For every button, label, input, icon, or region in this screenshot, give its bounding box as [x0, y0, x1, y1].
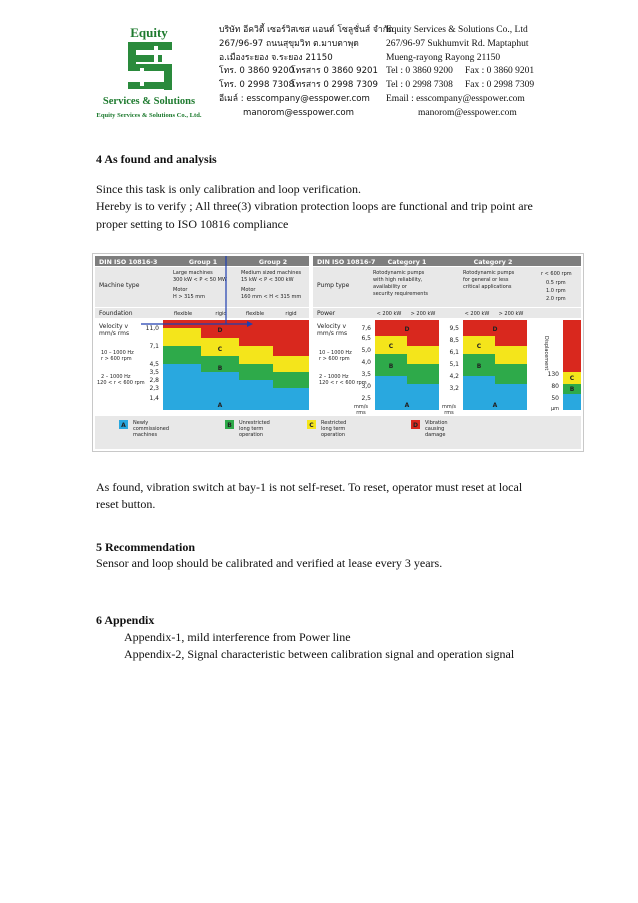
- right-freq-2b: 120 < r < 600 rpm: [319, 380, 367, 386]
- group-2-desc-2: 15 kW < P < 300 kW: [241, 277, 294, 283]
- legend-a-1: Newly: [133, 420, 149, 426]
- legend-d-letter: D: [413, 422, 418, 429]
- legend-d-1: Vibration: [425, 420, 448, 426]
- cat2-power-high: > 200 kW: [498, 311, 524, 317]
- left-val-2-3: 2,3: [149, 385, 159, 392]
- cat1-unit-2: rms: [356, 410, 366, 416]
- right-freq-2a: 2 – 1000 Hz: [319, 374, 349, 380]
- cat1-val-5-0: 5,0: [361, 347, 371, 354]
- thai-address-block: [219, 24, 393, 121]
- cat2-val-9-5: 9,5: [449, 325, 459, 332]
- disp-unit: µm: [550, 406, 559, 412]
- legend: [95, 416, 581, 449]
- displacement-label: Displacement: [543, 336, 549, 371]
- right-velocity-label: Velocity v: [317, 323, 346, 330]
- left-velocity-unit: mm/s rms: [99, 330, 130, 337]
- logo-bottom-text: Equity Services & Solutions Co., Ltd.: [96, 112, 202, 119]
- left-zone-c: C: [217, 346, 223, 353]
- section-4-paragraph: [96, 181, 596, 233]
- as-found-line-2: reset button.: [96, 497, 156, 512]
- eng-company-name: Equity Services & Solutions Co., Ltd: [386, 25, 528, 35]
- rpm-2-0: 2.0 rpm: [546, 296, 566, 302]
- group-1-desc-4: H > 315 mm: [173, 294, 206, 300]
- left-val-7-1: 7,1: [149, 343, 159, 350]
- cat1-zone-b: B: [388, 363, 394, 370]
- eng-email-1: Email : esscompany@esspower.com: [386, 93, 525, 104]
- left-val-11: 11,0: [145, 325, 159, 332]
- legend-c-1: Restricted: [321, 420, 347, 426]
- group-1-desc-3: Motor: [173, 287, 188, 293]
- section-6-title: 6 Appendix: [96, 613, 155, 627]
- cat2-val-3-2: 3,2: [449, 385, 459, 392]
- as-found-paragraph: [96, 479, 596, 514]
- thai-tel-2: โทร. 0 2998 7308: [219, 80, 295, 91]
- as-found-line-1: As found, vibration switch at bay-1 is not self-reset. To reset, operator must reset at local: [96, 480, 523, 494]
- right-freq-1a: 10 – 1000 Hz: [319, 350, 352, 356]
- category-1-header: Category 1: [387, 259, 427, 266]
- cat1-zone-c: C: [388, 343, 394, 350]
- thai-address-line-1: 267/96-97 ถนนสุขุมวิท ต.มาบตาพุด: [219, 38, 359, 49]
- cat1-desc-4: security requirements: [373, 291, 429, 297]
- cat1-zone-d: D: [404, 326, 410, 333]
- group-1-desc-2: 300 kW < P < 50 MW: [173, 277, 227, 283]
- thai-tel-1: โทร. 0 3860 9200: [219, 66, 295, 77]
- machine-type-label: Machine type: [99, 282, 140, 289]
- left-freq-2a: 2 – 1000 Hz: [101, 374, 131, 380]
- group-1-desc-1: Large machines: [173, 270, 213, 276]
- left-zone-d: D: [217, 327, 223, 334]
- cat2-val-4-2: 4,2: [449, 373, 459, 380]
- left-velocity-values: [146, 325, 160, 402]
- left-freq-1b: r > 600 rpm: [101, 356, 132, 362]
- group-1-header: Group 1: [188, 259, 218, 266]
- eng-tel-2: Tel : 0 2998 7308: [386, 80, 453, 91]
- cat1-desc-3: availability or: [373, 284, 407, 290]
- legend-c-letter: C: [309, 422, 314, 429]
- thai-company-name: บริษัท อีควิตี้ เซอร์วิสเซส แอนด์ โซลูชั่นส์ จำกัด: [219, 25, 394, 35]
- company-logo: [92, 20, 207, 122]
- right-velocity-unit: mm/s rms: [317, 330, 348, 337]
- legend-a-3: machines: [133, 432, 158, 438]
- cat2-zone-b: B: [476, 363, 482, 370]
- g1-rigid: rigid: [215, 311, 227, 317]
- cat2-desc-3: critical applications: [463, 284, 512, 290]
- cat1-val-3-5: 3,5: [361, 371, 371, 378]
- rpm-0-5: 0.5 rpm: [546, 280, 566, 286]
- logo-mid-text: Services & Solutions: [102, 96, 196, 107]
- legend-b-3: operation: [239, 432, 264, 438]
- cat1-unit-1: mm/s: [353, 404, 369, 410]
- cat1-val-7-6: 7,6: [361, 325, 371, 332]
- eng-address-line-2: Mueng-rayong Rayong 21150: [386, 52, 501, 63]
- cat1-desc-2: with high reliability,: [373, 277, 423, 283]
- section-4-title: 4 As found and analysis: [96, 152, 217, 166]
- cat1-desc-1: Rotodynamic pumps: [373, 270, 425, 276]
- g2-rigid: rigid: [285, 311, 297, 317]
- thai-address-line-2: อ.เมืองระยอง จ.ระยอง 21150: [219, 52, 333, 63]
- disp-val-130: 130: [547, 371, 559, 378]
- legend-a-letter: A: [121, 422, 126, 429]
- logo-top-text: Equity: [130, 25, 168, 40]
- eng-fax-1: Fax : 0 3860 9201: [465, 66, 535, 77]
- right-table-title: DIN ISO 10816-7: [317, 259, 376, 266]
- disp-zone-c: C: [569, 375, 575, 382]
- right-freq-1b: r > 600 rpm: [319, 356, 350, 362]
- eng-tel-1: Tel : 0 3860 9200: [386, 66, 453, 77]
- pump-type-label: Pump type: [317, 282, 350, 289]
- cat1-val-2-5: 2,5: [361, 395, 371, 402]
- left-velocity-label: Velocity v: [99, 323, 128, 330]
- foundation-label: Foundation: [99, 310, 133, 317]
- cat2-zone-a: A: [492, 402, 498, 409]
- legend-b-1: Unrestricted: [239, 420, 270, 426]
- left-val-1-4: 1,4: [149, 395, 159, 402]
- section-5-text: Sensor and loop should be calibrated and verified at lease every 3 years.: [96, 556, 443, 570]
- thai-fax-2: โทรสาร 0 2998 7309: [291, 80, 378, 91]
- left-zone-grid: [163, 320, 309, 410]
- eng-email-2: manorom@esspower.com: [418, 107, 517, 118]
- cat2-values: [442, 325, 459, 416]
- cat1-zone-a: A: [404, 402, 410, 409]
- legend-b-2: long term: [239, 426, 264, 432]
- cat2-power-low: < 200 kW: [464, 311, 490, 317]
- cat1-power-high: > 200 kW: [410, 311, 436, 317]
- legend-a-2: commissioned: [133, 426, 170, 432]
- left-freq-1a: 10 – 1000 Hz: [101, 350, 134, 356]
- cat2-val-5-1: 5,1: [449, 361, 459, 368]
- legend-b-letter: B: [227, 422, 232, 429]
- cat2-zone-c: C: [476, 343, 482, 350]
- left-freq-2b: 120 < r < 600 rpm: [97, 380, 145, 386]
- thai-email-2: manorom@esspower.com: [243, 107, 355, 118]
- vibration-severity-table: [92, 253, 584, 452]
- g1-flexible: flexible: [173, 311, 193, 317]
- left-val-3-5: 3,5: [149, 369, 159, 376]
- cat1-val-6-5: 6,5: [361, 335, 371, 342]
- legend-d-2: causing: [425, 426, 445, 432]
- g2-flexible: flexible: [245, 311, 265, 317]
- left-zone-b: B: [217, 365, 223, 372]
- group-2-header: Group 2: [258, 259, 288, 266]
- eng-address-line-1: 267/96-97 Sukhumvit Rd. Maptaphut: [386, 38, 529, 49]
- cat1-power-low: < 200 kW: [376, 311, 402, 317]
- english-address-block: [386, 24, 534, 121]
- group-2-desc-4: 160 mm < H < 315 mm: [241, 294, 302, 300]
- cat2-val-8-5: 8,5: [449, 337, 459, 344]
- disp-zone-b: B: [569, 386, 575, 393]
- legend-d-3: damage: [425, 432, 446, 438]
- cat2-unit-2: rms: [444, 410, 454, 416]
- appendix-list: [124, 629, 514, 664]
- cat2-desc-2: for general or less: [463, 277, 509, 283]
- cat1-values: [354, 325, 371, 416]
- appendix-item-1: Appendix-1, mild interference from Power line: [124, 630, 351, 644]
- power-label: Power: [317, 310, 336, 317]
- cat1-val-3-0: 3,0: [361, 383, 371, 390]
- eng-fax-2: Fax : 0 2998 7309: [465, 80, 535, 91]
- left-val-4-5: 4,5: [149, 361, 159, 368]
- disp-val-80: 80: [551, 383, 559, 390]
- cat2-zone-d: D: [492, 326, 498, 333]
- rpm-header: r < 600 rpm: [541, 271, 572, 277]
- group-2-desc-1: Medium sized machines: [241, 270, 302, 276]
- rpm-1-0: 1.0 rpm: [546, 288, 566, 294]
- section-5-title: 5 Recommendation: [96, 540, 195, 554]
- section-4-line-3: proper setting to ISO 10816 compliance: [96, 216, 289, 231]
- section-4-line-1: Since this task is only calibration and loop verification.: [96, 182, 361, 196]
- category-2-header: Category 2: [473, 259, 513, 266]
- section-4-line-2: Hereby is to verify ; All three(3) vibration protection loops are functional and trip point are: [96, 199, 533, 214]
- appendix-item-2: Appendix-2, Signal characteristic between calibration signal and operation signal: [124, 647, 515, 662]
- left-val-2-8: 2,8: [149, 377, 159, 384]
- group-2-desc-3: Motor: [241, 287, 256, 293]
- cat2-unit-1: mm/s: [441, 404, 457, 410]
- cat1-val-4-0: 4,0: [361, 359, 371, 366]
- disp-val-50: 50: [551, 395, 559, 402]
- thai-email-1: อีเมล์ : esscompany@esspower.com: [219, 93, 370, 104]
- left-table-title: DIN ISO 10816-3: [99, 259, 158, 266]
- thai-fax-1: โทรสาร 0 3860 9201: [291, 66, 378, 77]
- cat2-desc-1: Rotodynamic pumps: [463, 270, 515, 276]
- legend-c-3: operation: [321, 432, 346, 438]
- cat2-val-6-1: 6,1: [449, 349, 459, 356]
- left-zone-a: A: [217, 402, 223, 409]
- legend-c-2: long term: [321, 426, 346, 432]
